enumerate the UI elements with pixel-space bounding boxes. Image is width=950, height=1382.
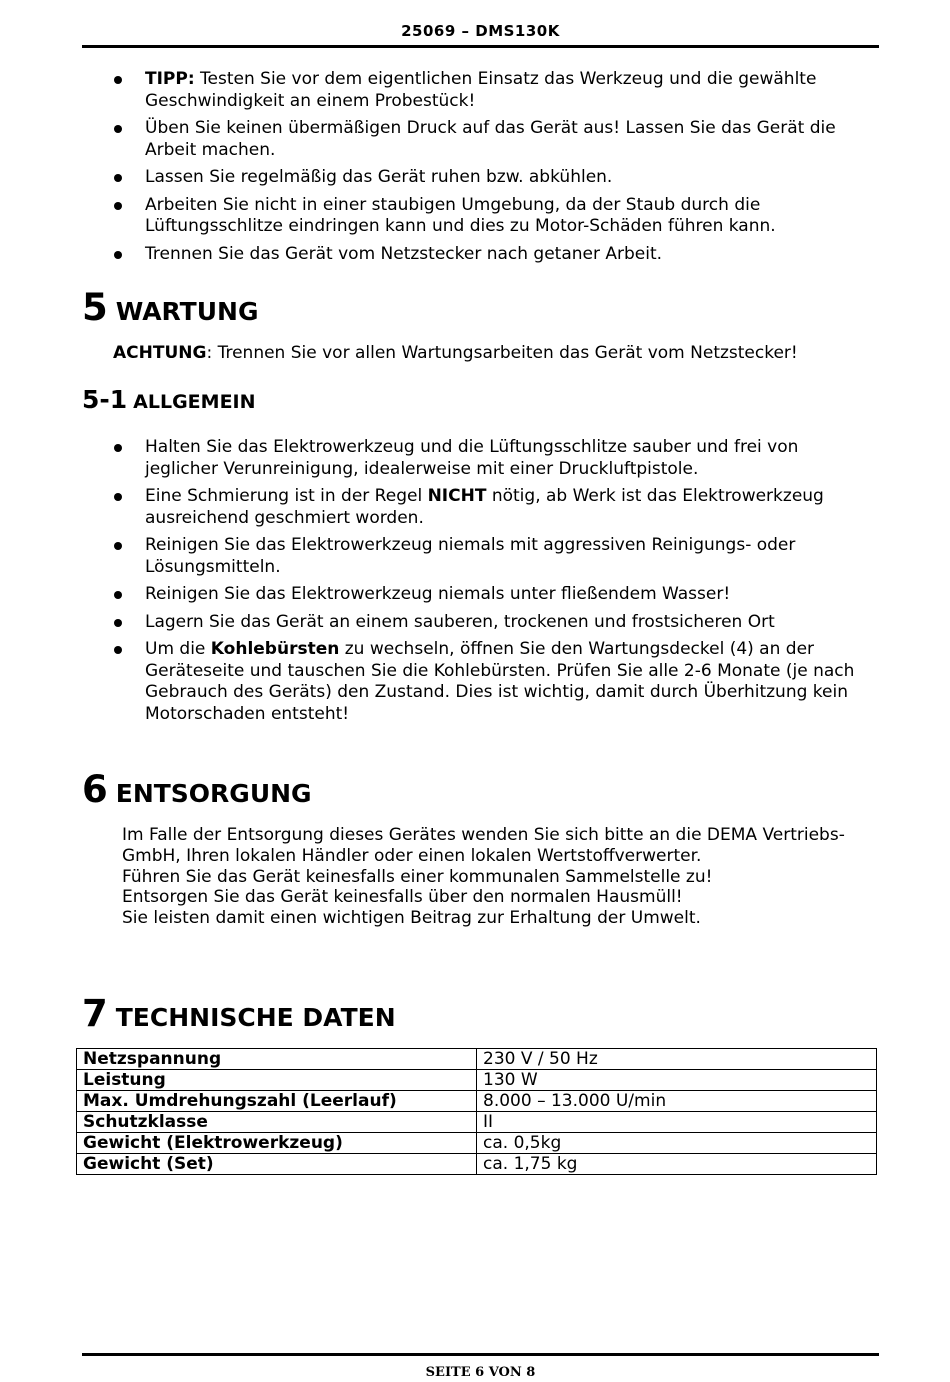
header-title: 25069 – DMS130K (401, 22, 560, 40)
tips-list (145, 69, 870, 265)
list-item: Reinigen Sie das Elektrowerkzeug niemals unter fließendem Wasser! (145, 584, 870, 606)
table-row: Gewicht (Elektrowerkzeug) ca. 0,5kg (77, 1133, 877, 1154)
footer-divider (82, 1353, 879, 1356)
section-5-heading: 5 WARTUNG (82, 286, 259, 329)
page-header (82, 22, 879, 48)
technical-data-table (76, 1048, 877, 1175)
list-item: Eine Schmierung ist in der Regel NICHT nötig, ab Werk ist das Elektrowerkzeug ausreichend geschmiert worden. (145, 486, 870, 529)
maintenance-list (145, 437, 870, 725)
list-item: Lagern Sie das Gerät an einem sauberen, trockenen und frostsicheren Ort (145, 612, 870, 634)
list-item: TIPP: Testen Sie vor dem eigentlichen Einsatz das Werkzeug und die gewählte Geschwindigkeit an einem Probestück! (145, 69, 870, 112)
table-row: Gewicht (Set) ca. 1,75 kg (77, 1154, 877, 1175)
page-number: SEITE 6 VON 8 (425, 1365, 536, 1380)
list-item: Halten Sie das Elektrowerkzeug und die Lüftungsschlitze sauber und frei von jeglicher Verunreinigung, idealerweise mit einer Druckluftpistole. (145, 437, 870, 480)
list-item: Lassen Sie regelmäßig das Gerät ruhen bzw. abkühlen. (145, 167, 870, 189)
list-item: Arbeiten Sie nicht in einer staubigen Umgebung, da der Staub durch die Lüftungsschlitze eindringen kann und dies zu Motor-Schäden führen kann. (145, 195, 870, 238)
table-row: Leistung 130 W (77, 1070, 877, 1091)
page-footer (82, 1365, 879, 1380)
section-7-heading: 7 TECHNISCHE DATEN (82, 992, 396, 1035)
list-item: Um die Kohlebürsten zu wechseln, öffnen Sie den Wartungsdeckel (4) an der Geräteseite und tauschen Sie die Kohlebürsten. Prüfen Sie alle 2-6 Monate (je nach Gebrauch des Geräts) den Zustand. Dies ist wichtig, damit durch Überhitzung kein Motorschaden entsteht! (145, 639, 870, 725)
table-row: Schutzklasse II (77, 1112, 877, 1133)
section-6-heading: 6 ENTSORGUNG (82, 768, 312, 811)
list-item: Trennen Sie das Gerät vom Netzstecker nach getaner Arbeit. (145, 244, 870, 266)
section-5-1-heading: 5-1 ALLGEMEIN (82, 385, 256, 414)
table-row: Netzspannung 230 V / 50 Hz (77, 1049, 877, 1070)
list-item: Üben Sie keinen übermäßigen Druck auf das Gerät aus! Lassen Sie das Gerät die Arbeit machen. (145, 118, 870, 161)
maintenance-warning: ACHTUNG: Trennen Sie vor allen Wartungsarbeiten das Gerät vom Netzstecker! (113, 343, 798, 363)
disposal-paragraph: Im Falle der Entsorgung dieses Gerätes wenden Sie sich bitte an die DEMA Vertriebs- GmbH, Ihren lokalen Händler oder einen lokalen Wertstoffverwerter. Führen Sie das Gerät keinesfalls einer kommunalen Sammelstelle zu! Entsorgen Sie das Gerät keinesfalls über den normalen Hausmüll! Sie leisten damit einen wichtigen Beitrag zur Erhaltung der Umwelt. (122, 825, 845, 929)
table-row: Max. Umdrehungszahl (Leerlauf) 8.000 – 13.000 U/min (77, 1091, 877, 1112)
list-item: Reinigen Sie das Elektrowerkzeug niemals mit aggressiven Reinigungs- oder Lösungsmitteln. (145, 535, 870, 578)
